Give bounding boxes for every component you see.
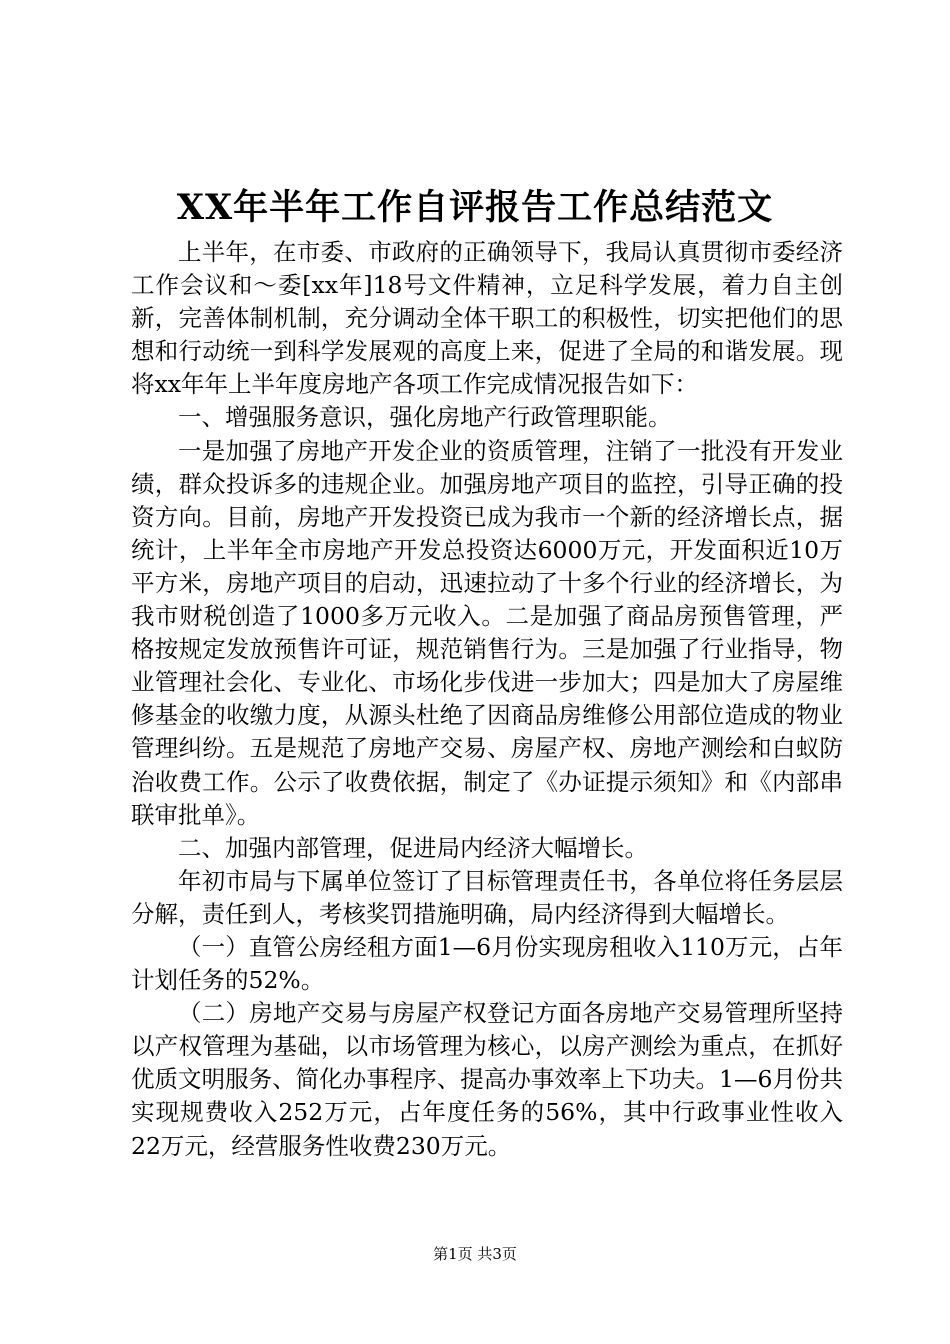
paragraph-section-1: 一是加强了房地产开发企业的资质管理，注销了一批没有开发业绩，群众投诉多的违规企业。加强房地产项目的监控，引导正确的投资方向。目前，房地产开发投资已成为我市一个新的经济增长点，据统计，上半年全市房地产开发总投资达6000万元，开发面积近10万平方米，房地产项目的启动，迅速拉动了十多个行业的经济增长，为我市财税创造了1000多万元收入。二是加强了商品房预售管理，严格按规定发放预售许可证，规范销售行为。三是加强了行业指导，物业管理社会化、专业化、市场化步伐进一步加大；四是加大了房屋维修基金的收缴力度，从源头杜绝了因商品房维修公用部位造成的物业管理纠纷。五是规范了房地产交易、房屋产权、房地产测绘和白蚁防治收费工作。公示了收费依据，制定了《办证提示须知》和《内部串联审批单》。 bbox=[131, 436, 843, 829]
document-title: XX年半年工作自评报告工作总结范文 bbox=[176, 187, 774, 228]
paragraph-intro: 上半年，在市委、市政府的正确领导下，我局认真贯彻市委经济工作会议和～委[xx年]18号文件精神，立足科学发展，着力自主创新，完善体制机制，充分调动全体干职工的积极性，切实把他们的思想和行动统一到科学发展观的高度上来，促进了全局的和谐发展。现将xx年年上半年度房地产各项工作完成情况报告如下： bbox=[131, 238, 843, 399]
paragraph-section-2: 年初市局与下属单位签订了目标管理责任书，各单位将任务层层分解，责任到人，考核奖罚措施明确，局内经济得到大幅增长。 bbox=[131, 866, 843, 928]
paragraph-item-2: （二）房地产交易与房屋产权登记方面各房地产交易管理所坚持以产权管理为基础，以市场管理为核心，以房产测绘为重点，在抓好优质文明服务、简化办事程序、提高办事效率上下功夫。1—6月份共实现规费收入252万元，占年度任务的56%，其中行政事业性收入22万元，经营服务性收费230万元。 bbox=[131, 999, 843, 1160]
paragraph-item-1: （一）直管公房经租方面1—6月份实现房租收入110万元，占年计划任务的52%。 bbox=[131, 932, 843, 995]
section-heading-2: 二、加强内部管理，促进局内经济大幅增长。 bbox=[178, 833, 648, 862]
document-body bbox=[131, 236, 843, 1163]
section-heading-1: 一、增强服务意识，强化房地产行政管理职能。 bbox=[178, 403, 672, 432]
page-footer: 第1页 共3页 bbox=[433, 1245, 517, 1263]
